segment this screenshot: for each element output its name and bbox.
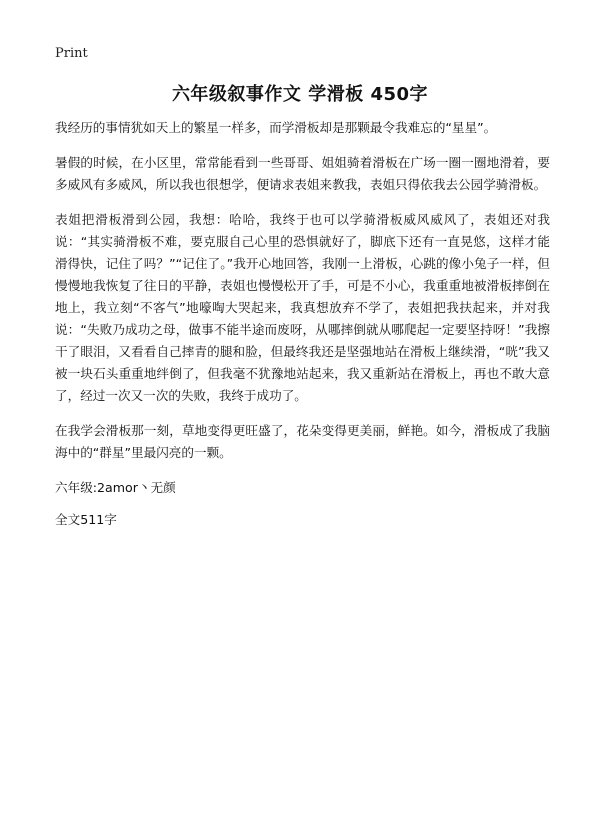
paragraph-2: 暑假的时候，在小区里，常常能看到一些哥哥、姐姐骑着滑板在广场一圈一圈地滑着，要多威风有多威风，所以我也很想学，便请求表姐来教我，表姐只得依我去公园学骑滑板。: [55, 155, 550, 192]
paragraph-4: 在我学会滑板那一刻，草地变得更旺盛了，花朵变得更美丽，鲜艳。如今，滑板成了我脑海中的“群星”里最闪亮的一颗。: [55, 423, 550, 460]
paragraph-1: 我经历的事情犹如天上的繁星一样多，而学滑板却是那颗最令我难忘的“星星”。: [55, 120, 497, 135]
page-title: 六年级叙事作文 学滑板 450字: [171, 84, 429, 105]
word-count: 全文511字: [55, 512, 117, 527]
print-link[interactable]: Print: [55, 46, 88, 61]
paragraph-3: 表姐把滑板滑到公园，我想：哈哈，我终于也可以学骑滑板威风威风了，表姐还对我说：“其实骑滑板不难，要克服自己心里的恐惧就好了，脚底下还有一直晃悠，这样才能滑得快，记住了吗？”“记住了。”我开心地回答，我刚一上滑板，心跳的像小兔子一样，但慢慢地我恢复了往日的平静，表姐也慢慢松开了手，可是不小心，我重重地被滑板摔倒在地上，我立刻“不客气”地嚎啕大哭起来，我真想放弃不学了，表姐把我扶起来，并对我说：“失败乃成功之母，做事不能半途而废呀，从哪摔倒就从哪爬起一定要坚持呀！”我擦干了眼泪，又看看自己摔青的腿和脸，但最终我还是坚强地站在滑板上继续滑，“咣”我又被一块石头重重地绊倒了，但我毫不犹豫地站起来，我又重新站在滑板上，再也不敢大意了，经过一次又一次的失败，我终于成功了。: [55, 212, 550, 403]
author-line: 六年级:2amor丶无颜: [55, 480, 176, 495]
article-body: [55, 117, 550, 541]
